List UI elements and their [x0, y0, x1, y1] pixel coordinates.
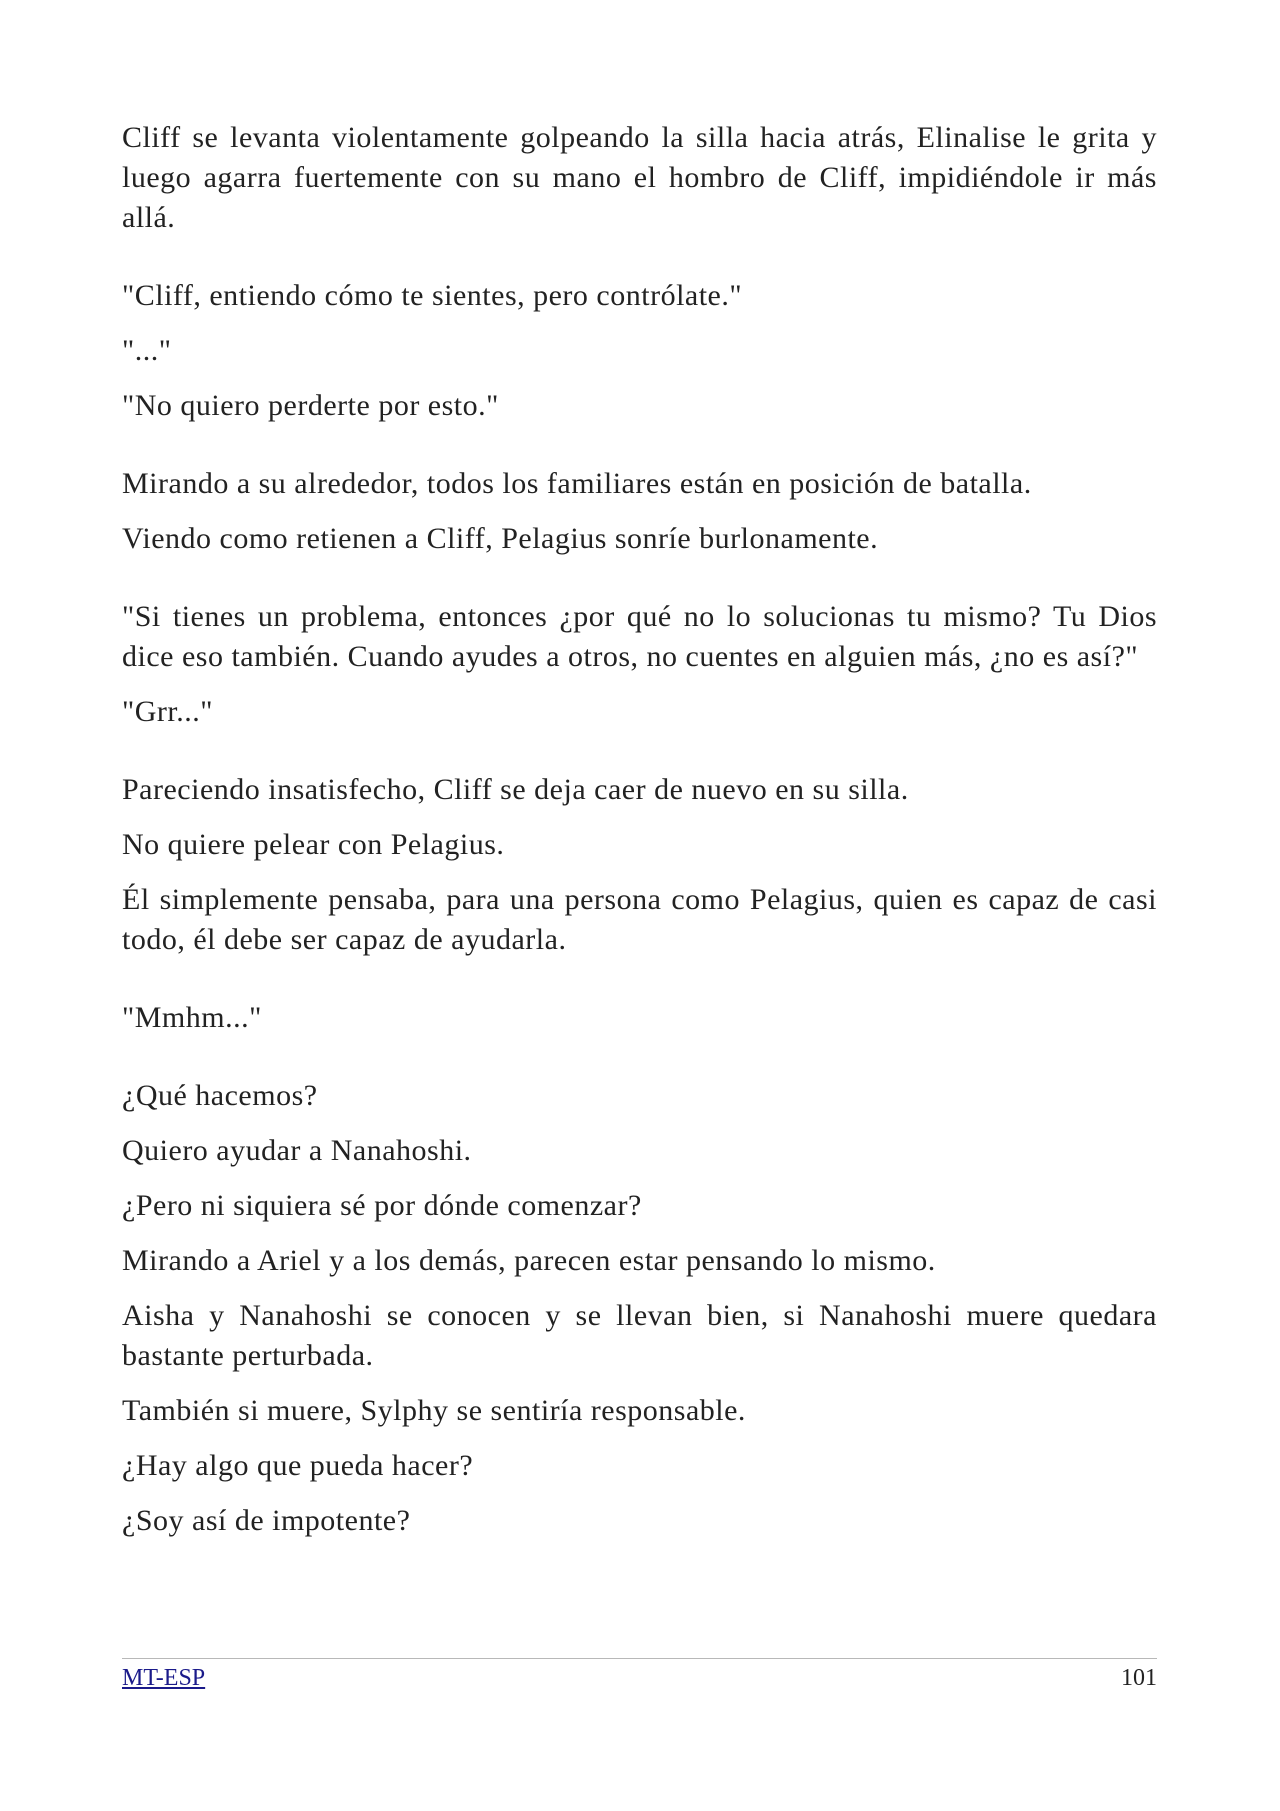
paragraph: ¿Pero ni siquiera sé por dónde comenzar? — [122, 1189, 642, 1222]
paragraph: "No quiero perderte por esto." — [122, 389, 499, 422]
paragraph: Cliff se levanta violentamente golpeando la silla hacia atrás, Elinalise le grita y luego agarra fuertemente con su mano el hombro de Cliff, impidiéndole ir más allá. — [122, 121, 1157, 234]
page-footer — [122, 1658, 1157, 1692]
paragraph: ¿Qué hacemos? — [122, 1079, 318, 1112]
paragraph: ¿Soy así de impotente? — [122, 1504, 411, 1537]
page-body — [122, 118, 1157, 1556]
paragraph: Viendo como retienen a Cliff, Pelagius sonríe burlonamente. — [122, 522, 879, 555]
paragraph: "Si tienes un problema, entonces ¿por qué no lo solucionas tu mismo? Tu Dios dice eso también. Cuando ayudes a otros, no cuentes en alguien más, ¿no es así?" — [122, 600, 1157, 673]
paragraph: Aisha y Nanahoshi se conocen y se llevan bien, si Nanahoshi muere quedara bastante perturbada. — [122, 1299, 1157, 1372]
paragraph: "Mmhm..." — [122, 1001, 262, 1034]
paragraph: Quiero ayudar a Nanahoshi. — [122, 1134, 472, 1167]
paragraph: ¿Hay algo que pueda hacer? — [122, 1449, 474, 1482]
paragraph: No quiere pelear con Pelagius. — [122, 828, 505, 861]
paragraph: Mirando a su alrededor, todos los familiares están en posición de batalla. — [122, 467, 1032, 500]
paragraph: Él simplemente pensaba, para una persona como Pelagius, quien es capaz de casi todo, él debe ser capaz de ayudarla. — [122, 883, 1157, 956]
paragraph: También si muere, Sylphy se sentiría responsable. — [122, 1394, 746, 1427]
paragraph: "..." — [122, 334, 172, 367]
paragraph: Pareciendo insatisfecho, Cliff se deja caer de nuevo en su silla. — [122, 773, 909, 806]
paragraph: "Cliff, entiendo cómo te sientes, pero contrólate." — [122, 279, 743, 312]
page-number: 101 — [1121, 1665, 1157, 1691]
paragraph: Mirando a Ariel y a los demás, parecen estar pensando lo mismo. — [122, 1244, 936, 1277]
footer-link[interactable]: MT-ESP — [122, 1665, 206, 1691]
paragraph: "Grr..." — [122, 695, 213, 728]
